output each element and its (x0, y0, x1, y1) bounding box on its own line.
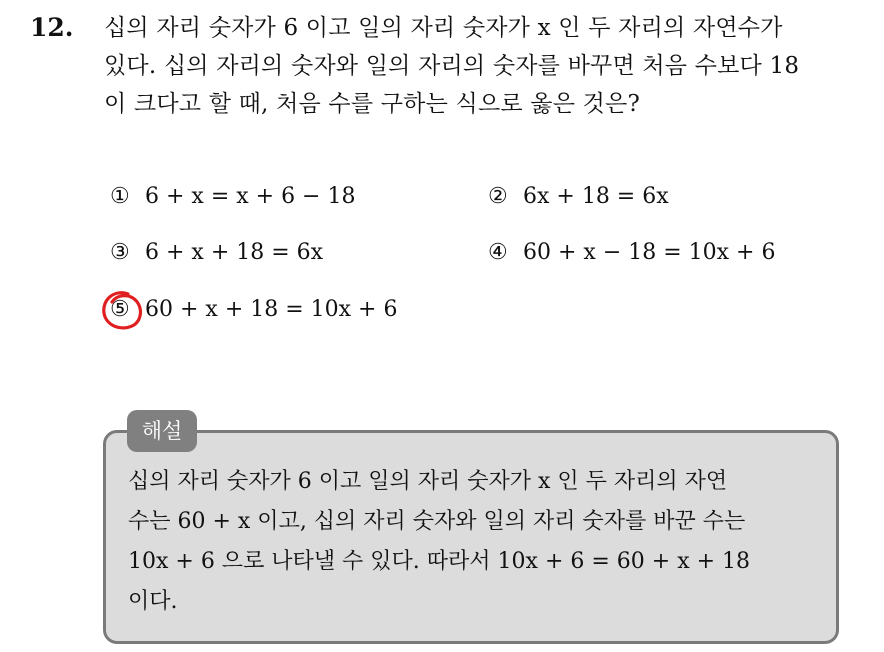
question-number: 12. (30, 13, 74, 42)
choice-2-expr: 6x + 18 = 6x (523, 184, 669, 209)
choice-3-mark: ③ (110, 240, 130, 265)
choice-1[interactable] (110, 182, 355, 212)
choice-5[interactable] (110, 295, 397, 325)
solution-line-1: 십의 자리 숫자가 6 이고 일의 자리 숫자가 x 인 두 자리의 자연 (128, 469, 728, 494)
solution-line-4: 이다. (128, 589, 178, 614)
question-line-2: 있다. 십의 자리의 숫자와 일의 자리의 숫자를 바꾸면 처음 수보다 18 (104, 53, 800, 79)
solution-tab: 해설 (127, 410, 197, 452)
choice-4-mark: ④ (488, 240, 508, 265)
choice-2-mark: ② (488, 184, 508, 209)
answer-circle-icon (98, 286, 146, 334)
choice-2[interactable] (488, 182, 669, 212)
choice-4-expr: 60 + x − 18 = 10x + 6 (523, 240, 776, 265)
choice-1-expr: 6 + x = x + 6 − 18 (145, 184, 356, 209)
choice-4[interactable] (488, 238, 775, 268)
choice-3[interactable] (110, 238, 323, 268)
choice-5-expr: 60 + x + 18 = 10x + 6 (145, 297, 398, 322)
choice-3-expr: 6 + x + 18 = 6x (145, 240, 324, 265)
solution-line-2: 수는 60 + x 이고, 십의 자리 숫자와 일의 자리 숫자를 바꾼 수는 (128, 509, 746, 534)
question-line-1: 십의 자리 숫자가 6 이고 일의 자리 숫자가 x 인 두 자리의 자연수가 (104, 15, 783, 41)
choice-1-mark: ① (110, 184, 130, 209)
question-line-3: 이 크다고 할 때, 처음 수를 구하는 식으로 옳은 것은? (104, 91, 641, 117)
solution-line-3: 10x + 6 으로 나타낼 수 있다. 따라서 10x + 6 = 60 + x + 18 (128, 549, 751, 574)
choice-5-mark: ⑤ (110, 297, 130, 322)
